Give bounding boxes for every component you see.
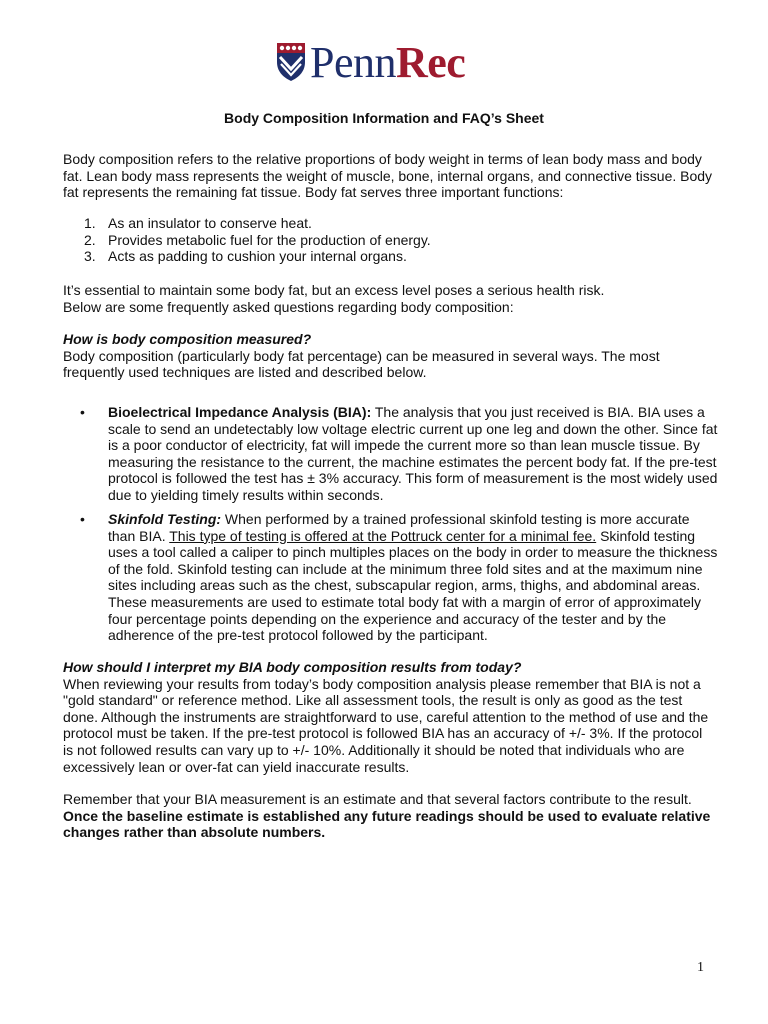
bia-label: Bioelectrical Impedance Analysis (BIA): <box>108 404 372 420</box>
skinfold-underlined-note: This type of testing is offered at the Pottruck center for a minimal fee. <box>169 527 597 544</box>
faq-question-2: How should I interpret my BIA body composition results from today? <box>63 659 522 675</box>
skinfold-label: Skinfold Testing: <box>108 511 222 527</box>
essential-line: It’s essential to maintain some body fat, but an excess level poses a serious health risk. <box>63 282 605 298</box>
bia-bullet-item <box>80 404 720 504</box>
skinfold-text-1: When performed by a trained professional skinfold testing is more accurate than BIA. <box>108 511 690 544</box>
page-title: Body Composition Information and FAQ’s Sheet <box>224 110 544 126</box>
list-item: 2. Provides metabolic fuel for the production of energy. <box>84 231 431 248</box>
list-item: 1. As an insulator to conserve heat. <box>84 215 312 231</box>
faq-interpretation <box>63 659 713 775</box>
bullet-icon: • <box>80 511 85 527</box>
closing-paragraph <box>63 791 713 841</box>
skinfold-text-2: Skinfold testing uses a tool called a caliper to pinch multiples places on the body in order to measure the thickness of the fold. Skinfold testing can include at the minimum three fold sites and at the maximum nine sites including areas such as the chest, subscapular region, arms, thighs, and abdominal areas. These measurements are used to estimate total body fat with a margin of error of approximately four percentage points depending on the experience and accuracy of the tester and by the adherence of the pre-test protocol followed by the participant. <box>108 527 718 644</box>
faq-answer-1: Body composition (particularly body fat percentage) can be measured in several ways. The most frequently used techniques are listed and described below. <box>63 347 660 381</box>
faq-intro-line: Below are some frequently asked questions regarding body composition: <box>63 298 514 315</box>
closing-bold-text: Once the baseline estimate is established any future readings should be used to evaluate relative changes rather than absolute numbers. <box>63 807 711 841</box>
penn-shield-icon <box>276 42 306 82</box>
skinfold-bullet-item <box>80 511 720 644</box>
functions-list <box>63 215 713 265</box>
list-item: 3. Acts as padding to cushion your internal organs. <box>84 248 407 265</box>
closing-text: Remember that your BIA measurement is an estimate and that several factors contribute to the result. <box>63 791 692 807</box>
faq-question-1: How is body composition measured? <box>63 331 312 347</box>
faq-answer-2: When reviewing your results from today’s body composition analysis please remember that BIA is not a "gold standard" or reference method. Like all assessment tools, the result is only as good as the test done. Although the instruments are straightforward to use, careful attention to the method of use and the protocol must be taken. If the pre-test protocol is followed BIA has an accuracy of +/- 3%. If the protocol is not followed results can vary up to +/- 10%. Additionally it should be noted that individuals who are excessively lean or over-fat can yield inaccurate results. <box>63 675 709 775</box>
logo-text-penn: Penn <box>310 38 396 87</box>
essential-paragraph <box>63 282 713 315</box>
page-number: 1 <box>697 960 704 975</box>
faq-measurement <box>63 331 713 381</box>
logo-text-rec: Rec <box>396 38 466 87</box>
intro-paragraph: Body composition refers to the relative proportions of body weight in terms of lean body mass and body fat. Lean body mass represents the weight of muscle, bone, internal organs, and connective tissue. Body fat represents the remaining fat tissue. Body fat serves three important functions: <box>63 151 713 201</box>
bia-text: The analysis that you just received is BIA. BIA uses a scale to send an undetectably low voltage electric current up one leg and down the other. Since fat is a poor conductor of electricity, fat will impede the current more so than lean muscle tissue. By measuring the resistance to the current, the machine estimates the percent body fat. If the pre-test protocol is followed the test has ± 3% accuracy. This form of measurement is the most widely used due to yielding timely results within seconds. <box>108 404 718 503</box>
bullet-icon: • <box>80 404 85 420</box>
pennrec-logo <box>276 38 466 92</box>
